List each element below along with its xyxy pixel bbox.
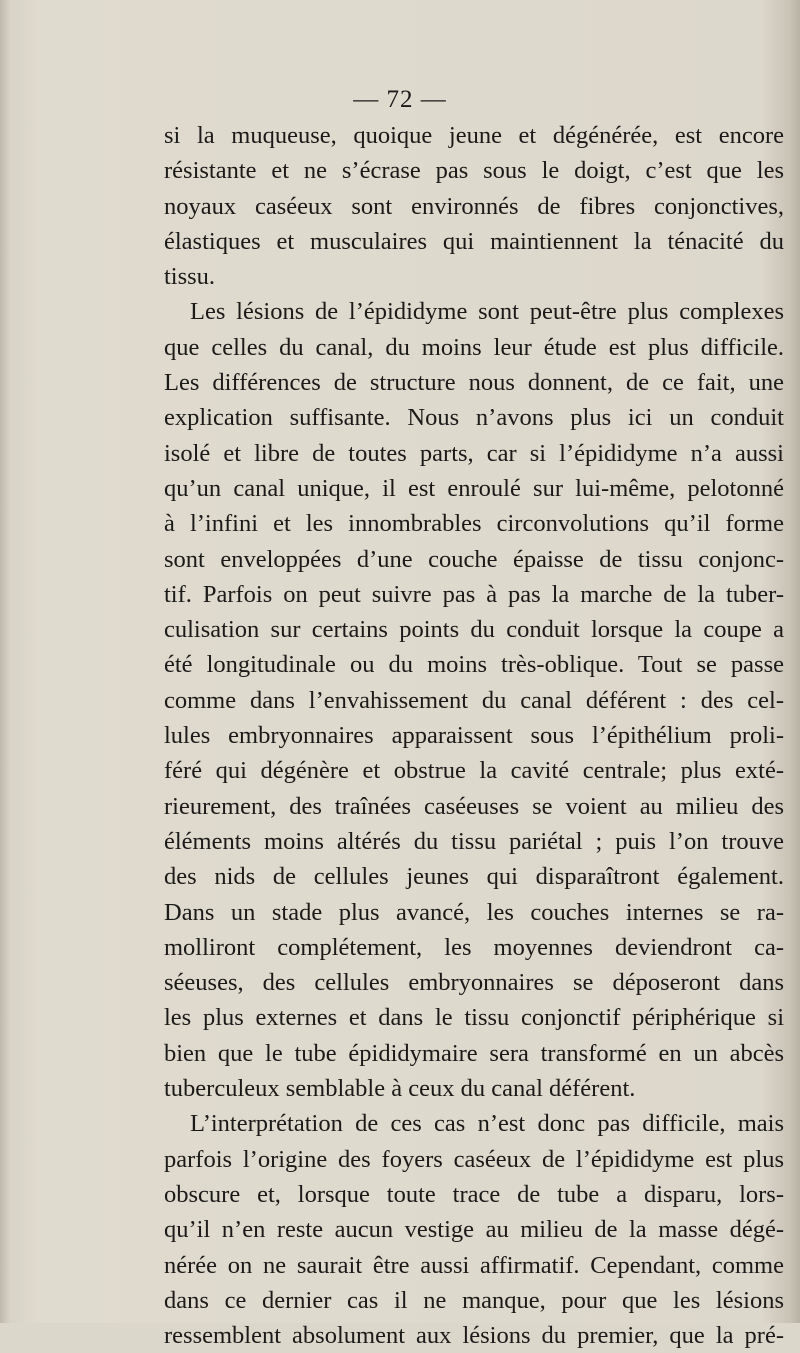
text-line: qu’un canal unique, il est enroulé sur lui-même, pelotonné	[164, 474, 784, 502]
text-line: isolé et libre de toutes parts, car si l’épididyme n’a aussi	[164, 439, 784, 467]
text-line: sont enveloppées d’une couche épaisse de tissu conjonc-	[164, 545, 784, 573]
body-text	[164, 118, 784, 1353]
text-line: féré qui dégénère et obstrue la cavité centrale; plus exté-	[164, 757, 784, 785]
text-line: éléments moins altérés du tissu pariétal ; puis l’on trouve	[164, 827, 784, 855]
text-line: élastiques et musculaires qui maintiennent la ténacité du	[164, 227, 784, 255]
text-line: des nids de cellules jeunes qui disparaîtront également.	[164, 863, 784, 891]
text-line: qu’il n’en reste aucun vestige au milieu de la masse dégé-	[164, 1216, 784, 1244]
text-line: été longitudinale ou du moins très-oblique. Tout se passe	[164, 651, 784, 679]
text-line: tissu.	[164, 263, 216, 291]
text-line: parfois l’origine des foyers caséeux de l’épididyme est plus	[164, 1145, 784, 1173]
text-line: nérée on ne saurait être aussi affirmatif. Cependant, comme	[164, 1251, 784, 1279]
text-line: que celles du canal, du moins leur étude est plus difficile.	[164, 333, 784, 361]
text-line: explication suffisante. Nous n’avons plus ici un conduit	[164, 404, 784, 432]
text-line: rieurement, des traînées caséeuses se voient au milieu des	[164, 792, 784, 820]
text-line: bien que le tube épididymaire sera transformé en un abcès	[164, 1039, 784, 1067]
text-line: comme dans l’envahissement du canal déférent : des cel-	[164, 686, 784, 714]
text-line: noyaux caséeux sont environnés de fibres conjonctives,	[164, 192, 784, 220]
text-line: tuberculeux semblable à ceux du canal déférent.	[164, 1075, 636, 1103]
text-line: lules embryonnaires apparaissent sous l’épithélium proli-	[164, 722, 784, 750]
text-line: les plus externes et dans le tissu conjonctif périphérique si	[164, 1004, 784, 1032]
text-line: obscure et, lorsque toute trace de tube a disparu, lors-	[164, 1180, 784, 1208]
text-line: molliront complétement, les moyennes deviendront ca-	[164, 933, 784, 961]
text-line: Les différences de structure nous donnent, de ce fait, une	[164, 369, 784, 397]
text-line: résistante et ne s’écrase pas sous le doigt, c’est que les	[164, 157, 784, 185]
text-line: L’interprétation de ces cas n’est donc pas difficile, mais	[190, 1110, 784, 1138]
text-line: à l’infini et les innombrables circonvolutions qu’il forme	[164, 510, 784, 538]
page-number: — 72 —	[353, 86, 447, 113]
text-line: dans ce dernier cas il ne manque, pour que les lésions	[164, 1286, 784, 1314]
text-line: Les lésions de l’épididyme sont peut-être plus complexes	[190, 298, 784, 326]
text-line: tif. Parfois on peut suivre pas à pas la marche de la tuber-	[164, 580, 784, 608]
text-line: si la muqueuse, quoique jeune et dégénérée, est encore	[164, 122, 784, 149]
text-line: ressemblent absolument aux lésions du premier, que la pré-	[164, 1322, 784, 1350]
text-line: séeuses, des cellules embryonnaires se déposeront dans	[164, 969, 784, 997]
text-line: culisation sur certains points du conduit lorsque la coupe a	[164, 616, 784, 644]
text-line: Dans un stade plus avancé, les couches internes se ra-	[164, 898, 784, 926]
